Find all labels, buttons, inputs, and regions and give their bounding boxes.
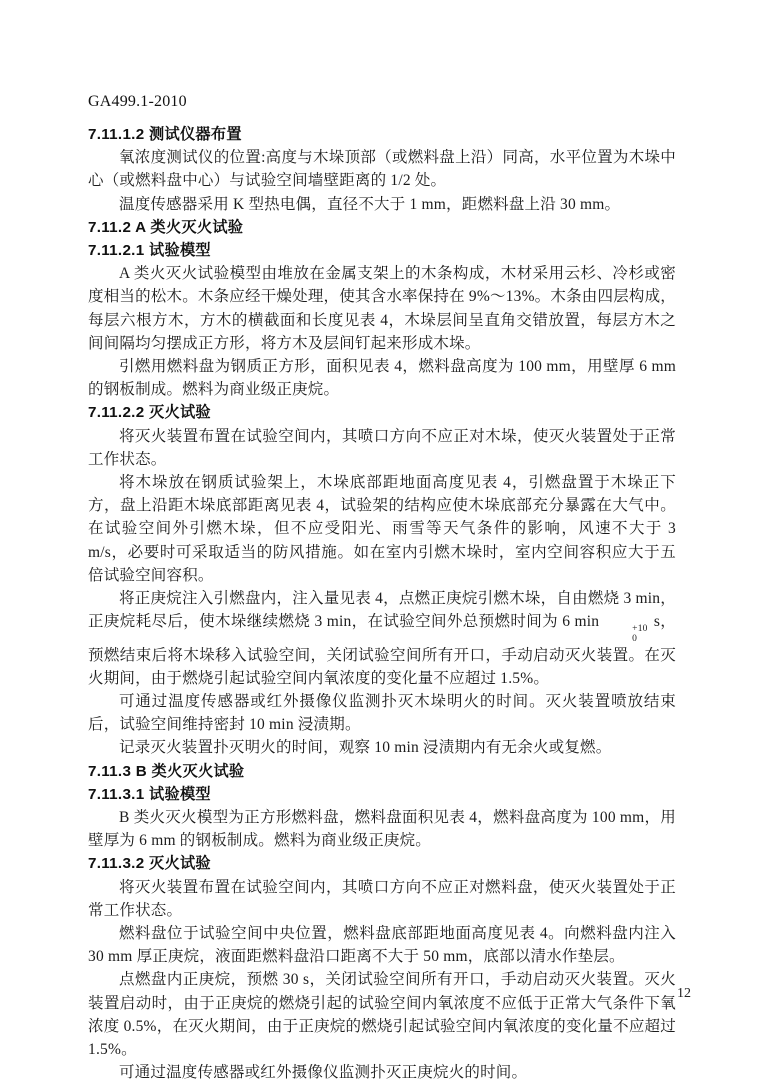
preburn-pre-text: 将正庚烷注入引燃盘内，注入量见表 4，点燃正庚烷引燃木垛，自由燃烧 3 min，正庚烷耗尽后，使木垛继续燃烧 3 min，在试验空间外总预燃时间为 6 min <box>88 590 676 631</box>
heading-7-11-2: 7.11.2 A 类火灭火试验 <box>88 218 244 236</box>
paragraph-oxygen-meter-position: 氧浓度测试仪的位置:高度与木垛顶部（或燃料盘上沿）同高，水平位置为木垛中心（或燃料盘中心）与试验空间墙壁距离的 1/2 处。 <box>88 149 676 190</box>
paragraph-device-placement-b: 将灭火装置布置在试验空间内，其喷口方向不应正对燃料盘，使灭火装置处于正常工作状态。 <box>88 878 676 919</box>
document-content <box>88 123 676 1084</box>
paragraph-ignition-fuel-pan: 引燃用燃料盘为钢质正方形，面积见表 4，燃料盘高度为 100 mm，用壁厚 6 mm 的钢板制成。燃料为商业级正庚烷。 <box>88 358 676 399</box>
paragraph-wood-crib-setup: 将木垛放在钢质试验架上，木垛底部距地面高度见表 4，引燃盘置于木垛正下方，盘上沿距木垛底部距离见表 4，试验架的结构应使木垛底部充分暴露在大气中。在试验空间外引燃木垛，但不应受阳光、雨雪等天气条件的影响，风速不大于 3 m/s，必要时可采取适当的防风措施。如在室内引燃木垛时，室内空间容积应大于五倍试验空间容积。 <box>88 474 676 584</box>
heading-7-11-2-2: 7.11.2.2 灭火试验 <box>88 404 211 422</box>
standard-code-header: GA499.1-2010 <box>88 93 187 110</box>
tolerance-notation <box>601 624 647 644</box>
tolerance-superscript: +10 <box>632 623 648 634</box>
heading-7-11-3-1: 7.11.3.1 试验模型 <box>88 785 211 803</box>
paragraph-record-extinguish-time: 记录灭火装置扑灭明火的时间，观察 10 min 浸渍期内有无余火或复燃。 <box>119 739 612 757</box>
heading-7-11-3: 7.11.3 B 类火灭火试验 <box>88 762 245 780</box>
paragraph-ignite-procedure-b: 点燃盘内正庚烷，预燃 30 s，关闭试验空间所有开口，手动启动灭火装置。灭火装置启动时，由于正庚烷的燃烧引起的试验空间内氧浓度不应低于正常大气条件下氧浓度 0.5%，在灭火期间，由于正庚烷的燃烧引起试验空间内氧浓度的变化量不应超过 1.5%。 <box>88 971 676 1058</box>
paragraph-fuel-pan-setup-b: 燃料盘位于试验空间中央位置，燃料盘底部距地面高度见表 4。向燃料盘内注入 30 mm 厚正庚烷，液面距燃料盘沿口距离不大于 50 mm，底部以清水作垫层。 <box>88 924 676 966</box>
paragraph-class-a-model: A 类火灭火试验模型由堆放在金属支架上的木条构成，木材采用云杉、冷杉或密度相当的松木。木条应经干燥处理，使其含水率保持在 9%～13%。木条由四层构成，每层六根方木，方木的横截面和长度见表 4，木垛层间呈直角交错放置，每层方木之间间隔均匀摆成正方形，将方木及层间钉起来形成木垛。 <box>88 265 676 352</box>
paragraph-device-placement-a: 将灭火装置布置在试验空间内，其喷口方向不应正对木垛，使灭火装置处于正常工作状态。 <box>88 427 676 468</box>
paragraph-monitoring-b: 可通过温度传感器或红外摄像仪监测扑灭正庚烷火的时间。 <box>119 1064 528 1082</box>
paragraph-preburn-procedure <box>88 587 676 690</box>
page-number: 12 <box>677 986 691 1001</box>
tolerance-subscript: 0 <box>632 633 638 644</box>
heading-7-11-3-2: 7.11.3.2 灭火试验 <box>88 855 211 873</box>
preburn-post-text: s，预燃结束后将木垛移入试验空间，关闭试验空间所有开口，手动启动灭火装置。在灭火期间，由于燃烧引起试验空间内氧浓度的变化量不应超过 1.5%。 <box>88 613 676 687</box>
paragraph-class-b-model: B 类火灭火模型为正方形燃料盘，燃料盘面积见表 4，燃料盘高度为 100 mm，用壁厚为 6 mm 的钢板制成。燃料为商业级正庚烷。 <box>88 808 676 850</box>
paragraph-thermocouple: 温度传感器采用 K 型热电偶，直径不大于 1 mm，距燃料盘上沿 30 mm。 <box>119 195 621 213</box>
paragraph-monitoring-soak-a: 可通过温度传感器或红外摄像仪监测扑灭木垛明火的时间。灭火装置喷放结束后，试验空间维持密封 10 min 浸渍期。 <box>88 692 676 734</box>
heading-7-11-1-2: 7.11.1.2 测试仪器布置 <box>88 126 242 143</box>
heading-7-11-2-1: 7.11.2.1 试验模型 <box>88 242 211 260</box>
